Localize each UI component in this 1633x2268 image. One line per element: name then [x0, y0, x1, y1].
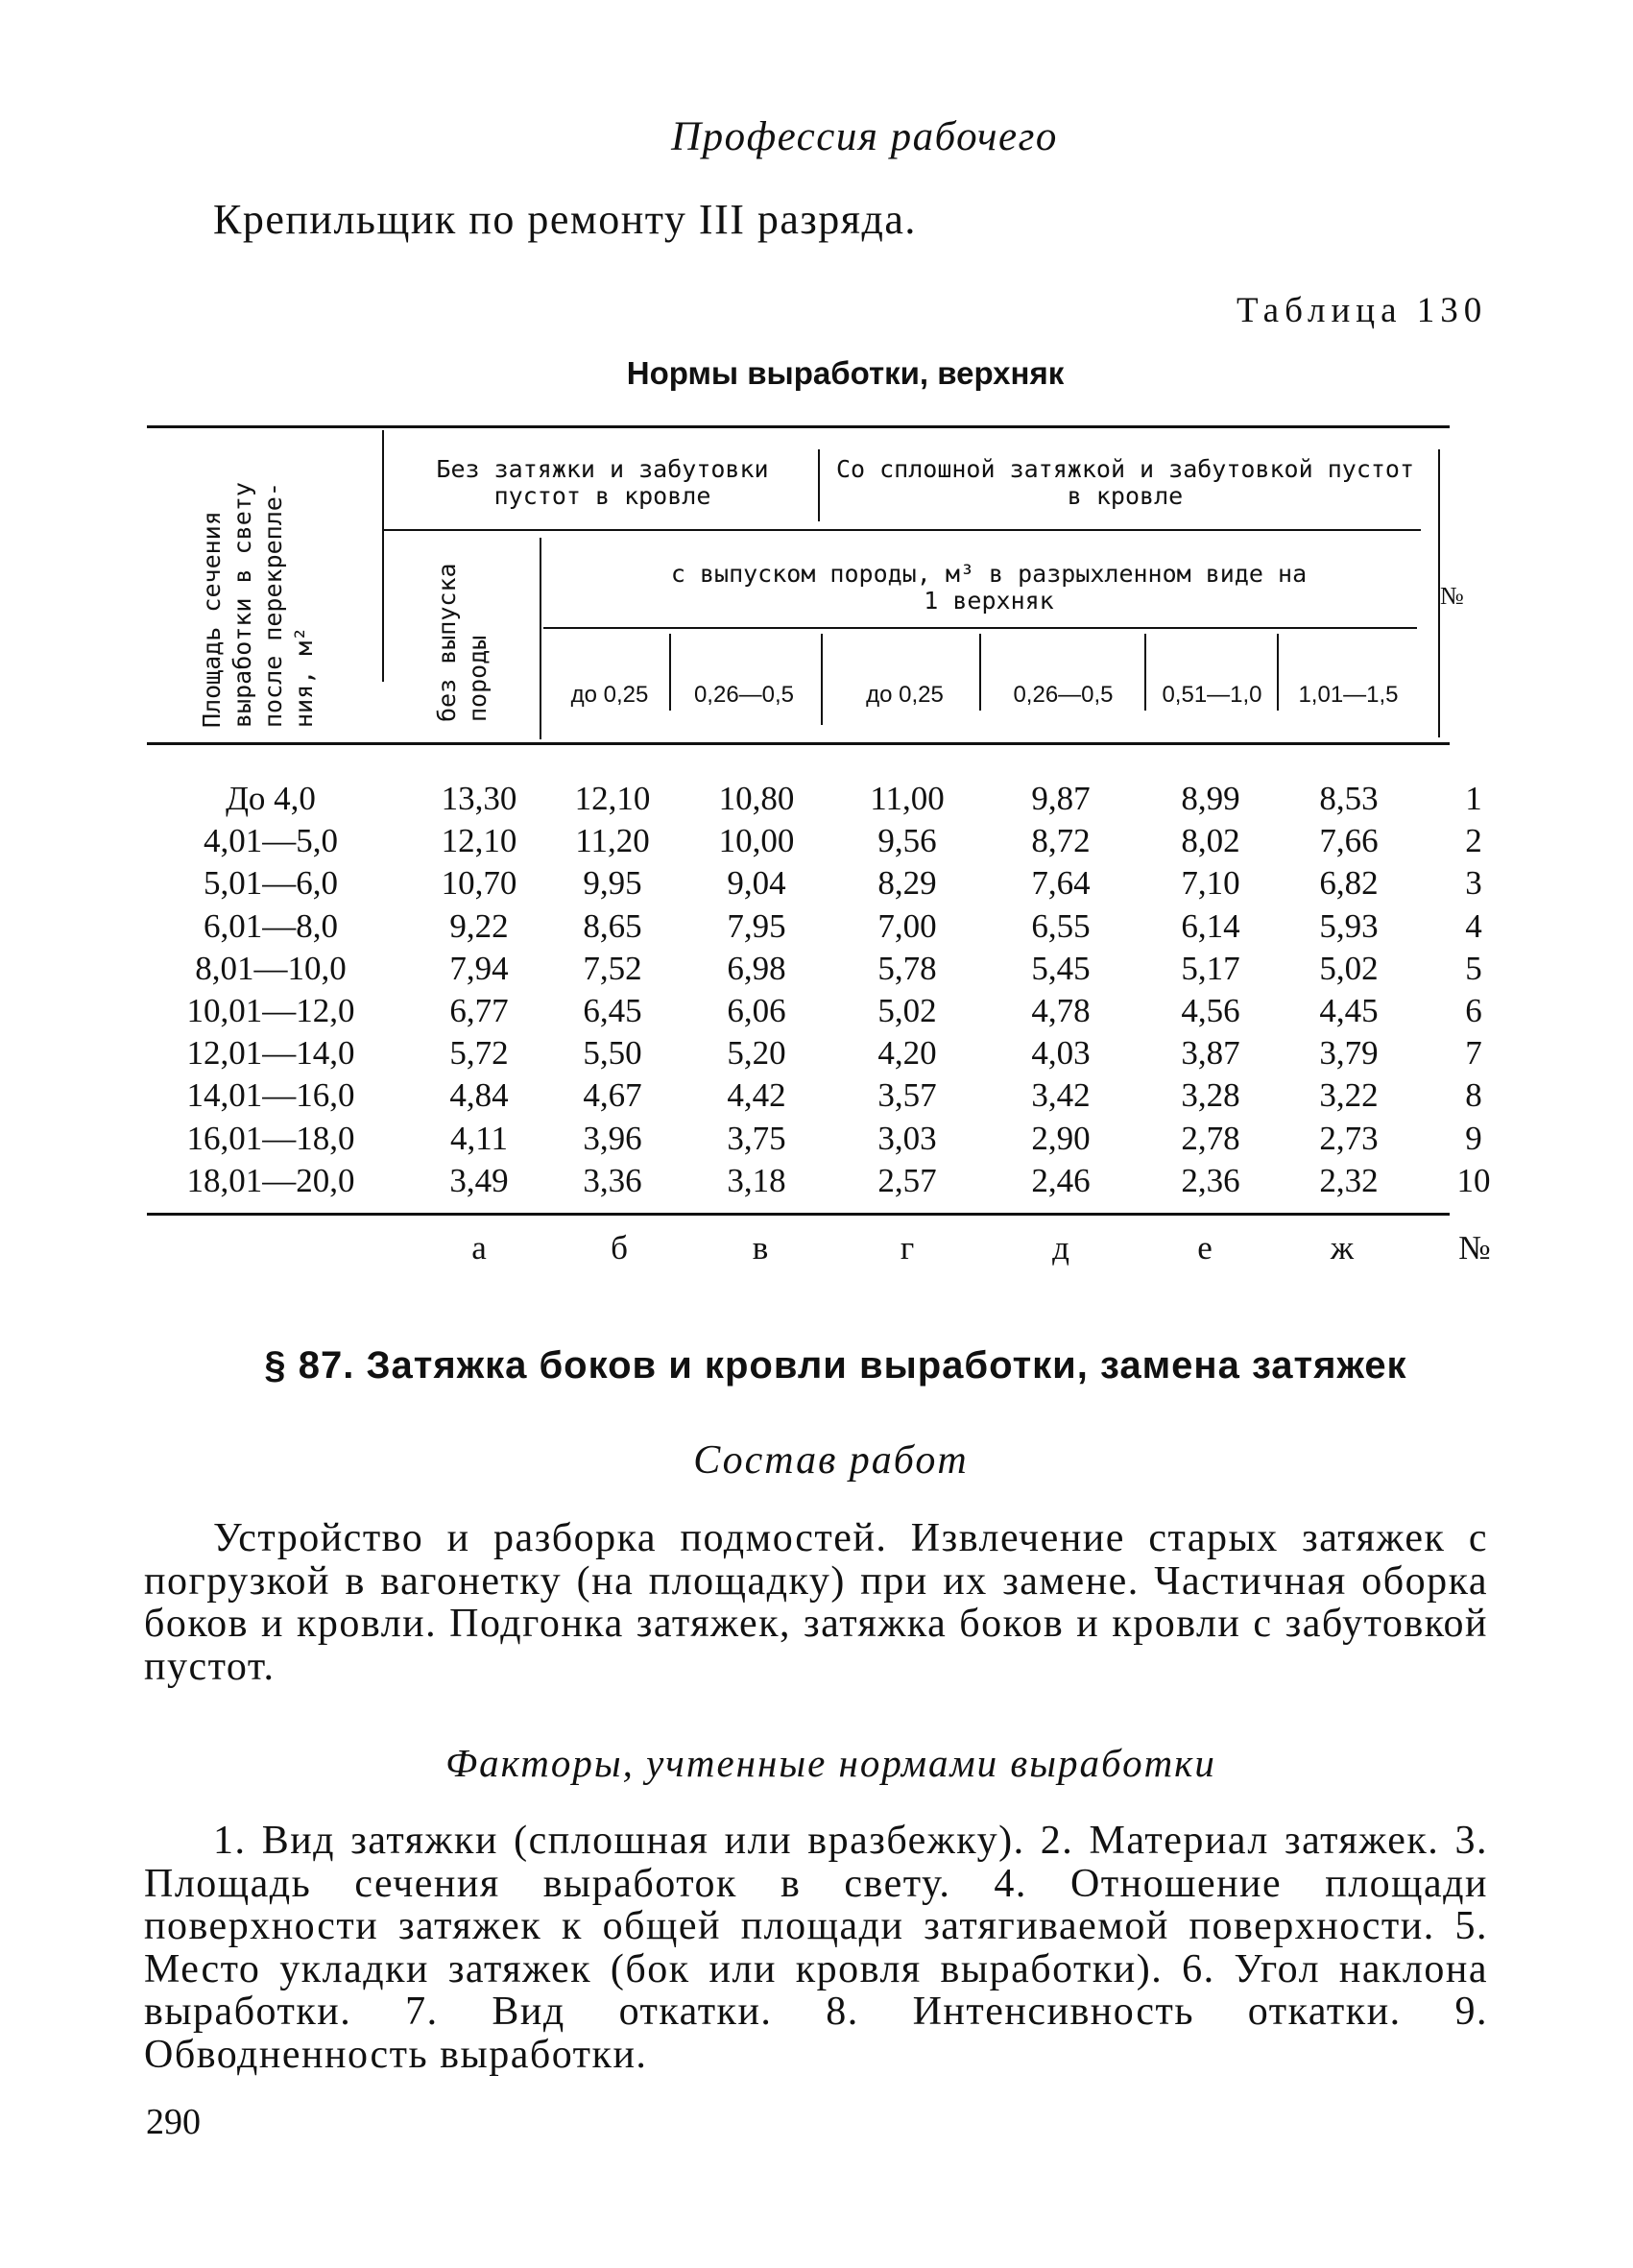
sub-column-header: 0,26—0,5: [693, 682, 795, 708]
value-cell: 11,20: [575, 822, 650, 860]
value-cell: 6,14: [1181, 906, 1240, 945]
value-cell: 3,75: [727, 1119, 786, 1157]
value-cell: 6,77: [449, 992, 509, 1029]
area-cell: 10,01—12,0: [186, 992, 355, 1029]
column-letter: е: [1197, 1229, 1213, 1267]
table-header-rule: [147, 742, 1450, 745]
value-cell: 2,57: [877, 1161, 937, 1199]
value-cell: 12,10: [441, 822, 517, 860]
value-cell: 7,52: [583, 949, 642, 987]
divider: [382, 430, 384, 682]
value-cell: 10,70: [441, 864, 517, 903]
value-cell: 2,36: [1181, 1161, 1240, 1199]
release-header: с выпуском породы, м³ в разрыхленном виде на 1 верхняк: [670, 560, 1308, 615]
value-cell: 4,78: [1031, 992, 1091, 1029]
column-letter: ж: [1330, 1229, 1355, 1267]
value-cell: 5,72: [449, 1034, 509, 1073]
value-cell: 7,95: [727, 906, 786, 945]
section-title: § 87. Затяжка боков и кровли выработки, замена затяжек: [264, 1344, 1407, 1387]
row-number-cell: 1: [1465, 780, 1482, 817]
no-release-header: без выпуска породы: [433, 563, 492, 722]
sub-column-header: 0,26—0,5: [1013, 682, 1114, 708]
value-cell: 3,36: [583, 1161, 642, 1199]
sub-column-header: до 0,25: [866, 682, 944, 708]
divider: [669, 634, 671, 711]
divider: [384, 529, 1421, 531]
group-without-header: Без затяжки и забутовки пустот в кровле: [436, 455, 769, 510]
column-letter: д: [1052, 1229, 1069, 1267]
value-cell: 2,90: [1031, 1119, 1091, 1157]
value-cell: 13,30: [441, 780, 517, 817]
value-cell: 4,42: [727, 1076, 786, 1115]
sub-column-header: 1,01—1,5: [1298, 682, 1399, 708]
page-number: 290: [146, 2102, 201, 2142]
value-cell: 5,02: [1319, 949, 1379, 987]
row-number-cell: 5: [1465, 949, 1482, 987]
value-cell: 8,65: [583, 906, 642, 945]
value-cell: 4,03: [1031, 1034, 1091, 1073]
table-bottom-rule: [147, 1213, 1450, 1216]
value-cell: 4,67: [583, 1076, 642, 1115]
area-cell: 6,01—8,0: [204, 906, 338, 945]
sub-column-header: 0,51—1,0: [1162, 682, 1262, 708]
column-letter: а: [471, 1229, 487, 1267]
value-cell: 8,72: [1031, 822, 1091, 860]
table-top-rule: [147, 425, 1450, 428]
value-cell: 5,45: [1031, 949, 1091, 987]
value-cell: 4,45: [1319, 992, 1379, 1029]
divider: [979, 634, 981, 711]
profession-text: Крепильщик по ремонту III разряда.: [213, 196, 917, 243]
value-cell: 3,96: [583, 1119, 642, 1157]
number-sign-header: №: [1440, 582, 1464, 610]
column-letter: б: [611, 1229, 628, 1267]
value-cell: 3,18: [727, 1161, 786, 1199]
value-cell: 4,56: [1181, 992, 1240, 1029]
value-cell: 2,78: [1181, 1119, 1240, 1157]
value-cell: 5,02: [877, 992, 937, 1029]
area-cell: До 4,0: [226, 780, 316, 817]
area-cell: 14,01—16,0: [186, 1076, 355, 1115]
value-cell: 10,80: [718, 780, 795, 817]
value-cell: 3,87: [1181, 1034, 1240, 1073]
area-cell: 18,01—20,0: [186, 1161, 355, 1199]
row-number-cell: 6: [1465, 992, 1482, 1029]
value-cell: 2,73: [1319, 1119, 1379, 1157]
value-cell: 7,10: [1181, 864, 1240, 903]
area-cell: 8,01—10,0: [195, 949, 347, 987]
value-cell: 9,22: [449, 906, 509, 945]
value-cell: 3,03: [877, 1119, 937, 1157]
value-cell: 8,29: [877, 864, 937, 903]
value-cell: 9,56: [877, 822, 937, 860]
row-number-cell: 9: [1465, 1119, 1482, 1157]
value-cell: 12,10: [574, 780, 651, 817]
row-number-cell: 8: [1465, 1076, 1482, 1115]
value-cell: 7,66: [1319, 822, 1379, 860]
value-cell: 7,64: [1031, 864, 1091, 903]
value-cell: 3,49: [449, 1161, 509, 1199]
value-cell: 5,93: [1319, 906, 1379, 945]
value-cell: 9,04: [727, 864, 786, 903]
factors-heading: Факторы, учтенные нормами выработки: [445, 1741, 1216, 1785]
composition-paragraph: Устройство и разборка подмостей. Извлечение старых затяжек с погрузкой в вагонетку (на площадку) при их замене. Частичная оборка боков и кровли. Подгонка затяжек, затяжка боков и кровли с забутовкой пустот.: [144, 1516, 1488, 1689]
value-cell: 8,99: [1181, 780, 1240, 817]
profession-heading: Профессия рабочего: [671, 114, 1058, 159]
area-cell: 4,01—5,0: [204, 822, 338, 860]
value-cell: 4,20: [877, 1034, 937, 1073]
value-cell: 5,50: [583, 1034, 642, 1073]
column-letter: г: [900, 1229, 915, 1267]
row-number-cell: 3: [1465, 864, 1482, 903]
value-cell: 8,53: [1319, 780, 1379, 817]
row-number-cell: 7: [1465, 1034, 1482, 1073]
value-cell: 3,57: [877, 1076, 937, 1115]
factors-paragraph: 1. Вид затяжки (сплошная или вразбежку). 2. Материал затяжек. 3. Площадь сечения выработок в свету. 4. Отношение площади поверхности затяжек к общей площади затягиваемой поверхности. 5. Место укладки затяжек (бок или кровля выработки). 6. Угол наклона выработки. 7. Вид откатки. 8. Интенсивность откатки. 9. Обводненность выработки.: [144, 1819, 1488, 2077]
value-cell: 9,95: [583, 864, 642, 903]
group-with-header: Со сплошной затяжкой и забутовкой пустот в кровле: [835, 455, 1415, 510]
column-letter: в: [752, 1229, 769, 1267]
value-cell: 2,32: [1319, 1161, 1379, 1199]
value-cell: 4,84: [449, 1076, 509, 1115]
row-number-cell: 10: [1456, 1161, 1491, 1199]
area-cell: 16,01—18,0: [186, 1119, 355, 1157]
value-cell: 6,55: [1031, 906, 1091, 945]
divider: [543, 627, 1417, 629]
area-column-header: Площадь сечения выработки в свету после перекрепле- ния, м²: [198, 482, 318, 728]
value-cell: 6,45: [583, 992, 642, 1029]
value-cell: 5,17: [1181, 949, 1240, 987]
value-cell: 4,11: [450, 1119, 508, 1157]
value-cell: 8,02: [1181, 822, 1240, 860]
divider: [540, 538, 541, 739]
value-cell: 3,22: [1319, 1076, 1379, 1115]
row-number-cell: 4: [1465, 906, 1482, 945]
divider: [1144, 634, 1146, 711]
value-cell: 11,00: [870, 780, 945, 817]
value-cell: 6,82: [1319, 864, 1379, 903]
column-letter: №: [1458, 1229, 1491, 1267]
sub-column-header: до 0,25: [570, 682, 649, 708]
value-cell: 10,00: [718, 822, 795, 860]
value-cell: 3,28: [1181, 1076, 1240, 1115]
value-cell: 9,87: [1031, 780, 1091, 817]
area-cell: 5,01—6,0: [204, 864, 338, 903]
divider: [818, 449, 820, 521]
value-cell: 6,06: [727, 992, 786, 1029]
table-label: Таблица 130: [1237, 291, 1488, 330]
row-number-cell: 2: [1465, 822, 1482, 860]
value-cell: 3,79: [1319, 1034, 1379, 1073]
value-cell: 7,94: [449, 949, 509, 987]
value-cell: 5,20: [727, 1034, 786, 1073]
table-title: Нормы выработки, верхняк: [626, 355, 1065, 391]
value-cell: 3,42: [1031, 1076, 1091, 1115]
area-cell: 12,01—14,0: [186, 1034, 355, 1073]
value-cell: 5,78: [877, 949, 937, 987]
value-cell: 6,98: [727, 949, 786, 987]
divider: [821, 634, 823, 725]
composition-heading: Состав работ: [693, 1438, 969, 1483]
value-cell: 2,46: [1031, 1161, 1091, 1199]
value-cell: 7,00: [877, 906, 937, 945]
